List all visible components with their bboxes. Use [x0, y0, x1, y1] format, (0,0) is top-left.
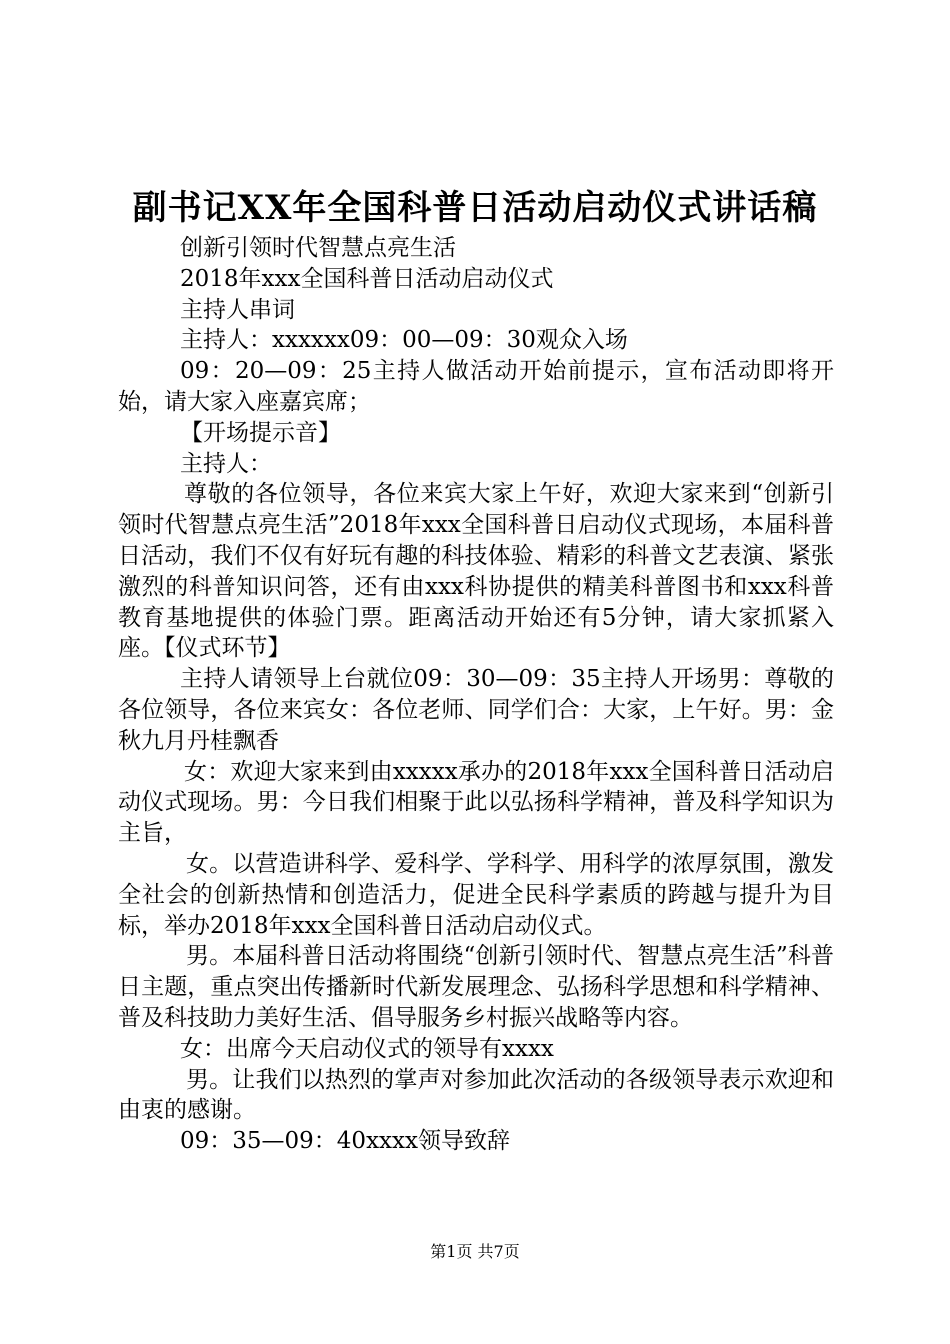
- paragraph-leader-speech-time: 09：35—09：40xxxx领导致辞: [180, 1128, 510, 1155]
- paragraph-host-reminder: 09：20—09：25主持人做活动开始前提示，宣布活动即将开始，请大家入座嘉宾席；: [118, 358, 834, 415]
- document-title: 副书记XX年全国科普日活动启动仪式讲话稿: [132, 188, 818, 228]
- paragraph-male-host-theme: 男。本届科普日活动将围绕“创新引领时代、智慧点亮生活”科普日主题，重点突出传播新时代新发展理念、弘扬科学思想和科学精神、普及科技助力美好生活、倡导服务乡村振兴战略等内容。: [118, 943, 834, 1031]
- paragraph-slogan: 创新引领时代智慧点亮生活: [180, 235, 456, 261]
- paragraph-applause: 男。让我们以热烈的掌声对参加此次活动的各级领导表示欢迎和由衷的感谢。: [118, 1066, 834, 1124]
- paragraph-section-heading: 主持人串词: [180, 296, 295, 323]
- paragraph-host-entry: 主持人：xxxxxx09：00—09：30观众入场: [180, 327, 628, 354]
- paragraph-leaders-present: 女：出席今天启动仪式的领导有xxxx: [180, 1035, 554, 1062]
- paragraph-female-host-1: 女：欢迎大家来到由xxxxx承办的2018年xxx全国科普日活动启动仪式现场。男：今日我们相聚于此以弘扬科学精神，普及科学知识为主旨，: [118, 758, 834, 847]
- page-indicator: 第1页 共7页: [430, 1242, 520, 1261]
- paragraph-opening-sound: 【开场提示音】: [180, 419, 341, 446]
- paragraph-leaders-seated: 主持人请领导上台就位09：30—09：35主持人开场男：尊敬的各位领导，各位来宾女：各位老师、同学们合：大家，上午好。男：金秋九月丹桂飘香: [118, 666, 834, 754]
- document-body: [118, 233, 834, 1157]
- paragraph-welcome-speech: 尊敬的各位领导，各位来宾大家上午好，欢迎大家来到“创新引领时代智慧点亮生活”2018年xxx全国科普日启动仪式现场，本届科普日活动，我们不仅有好玩有趣的科技体验、精彩的科普文艺表演、紧张激烈的科普知识问答，还有由xxx科协提供的精美科普图书和xxx科普教育基地提供的体验门票。距离活动开始还有5分钟，请大家抓紧入座。【仪式环节】: [118, 481, 834, 662]
- paragraph-female-host-2: 女。以营造讲科学、爱科学、学科学、用科学的浓厚氛围，激发全社会的创新热情和创造活力，促进全民科学素质的跨越与提升为目标，举办2018年xxx全国科普日活动启动仪式。: [118, 850, 834, 939]
- paragraph-host-label: 主持人：: [180, 450, 272, 477]
- paragraph-event-name: 2018年xxx全国科普日活动启动仪式: [180, 265, 554, 292]
